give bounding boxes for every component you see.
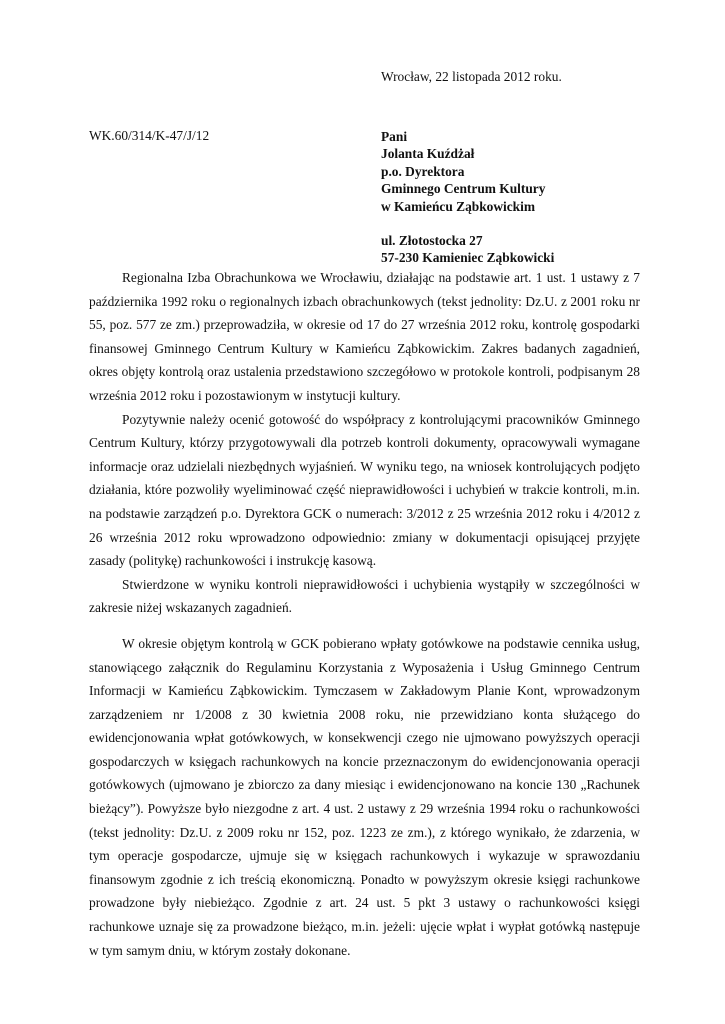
addressee-city: 57-230 Kamieniec Ząbkowicki <box>381 250 555 266</box>
body-paragraph: Pozytywnie należy ocenić gotowość do współpracy z kontrolującymi pracowników Gminnego Centrum Kultury, którzy przygotowywali dla potrzeb kontroli dokumenty, opracowywali wymagane informacje oraz udzielali niezbędnych wyjaśnień. W wyniku tego, na wniosek kontrolujących podjęto działania, które pozwoliły wyeliminować część nieprawidłowości i uchybień w trakcie kontroli, m.in. na podstawie zarządzeń p.o. Dyrektora GCK o numerach: 3/2012 z 25 września 2012 roku i 4/2012 z 26 września 2012 roku wprowadzono odpowiednio: zmiany w dokumentacji opisującej przyjęte zasady (politykę) rachunkowości i instrukcję kasową. <box>89 411 640 569</box>
addressee-name: Jolanta Kuźdżał <box>381 146 475 162</box>
addressee-salutation: Pani <box>381 129 408 144</box>
addressee-institution-line-1: Gminnego Centrum Kultury <box>381 181 546 197</box>
address-spacer <box>381 215 554 232</box>
addressee-institution-line-2: w Kamieńcu Ząbkowickim <box>381 198 536 214</box>
letter-date: Wrocław, 22 listopada 2012 roku. <box>381 69 562 84</box>
body-paragraph: Stwierdzone w wyniku kontroli nieprawidłowości i uchybienia wystąpiły w szczególności w zakresie niżej wskazanych zagadnień. <box>89 576 640 616</box>
letter-body <box>89 266 640 962</box>
addressee-street: ul. Złotostocka 27 <box>381 233 483 249</box>
reference-number: WK.60/314/K-47/J/12 <box>89 128 210 143</box>
addressee-block <box>381 128 554 267</box>
addressee-title: p.o. Dyrektora <box>381 163 465 179</box>
body-paragraph: Regionalna Izba Obrachunkowa we Wrocławiu, działając na podstawie art. 1 ust. 1 ustawy z 7 października 1992 roku o regionalnych izbach obrachunkowych (tekst jednolity: Dz.U. z 2001 roku nr 55, poz. 577 ze zm.) przeprowadziła, w okresie od 17 do 27 września 2012 roku, kontrolę gospodarki finansowej Gminnego Centrum Kultury w Kamieńcu Ząbkowickim. Zakres badanych zagadnień, okres objęty kontrolą oraz ustalenia przedstawiono szczegółowo w protokole kontroli, podpisanym 28 września 2012 roku i pozostawionym w instytucji kultury. <box>89 270 640 403</box>
body-paragraph: W okresie objętym kontrolą w GCK pobierano wpłaty gotówkowe na podstawie cennika usług, stanowiącego załącznik do Regulaminu Korzystania z Wyposażenia i Usług Gminnego Centrum Informacji w Kamieńcu Ząbkowickim. Tymczasem w Zakładowym Planie Kont, wprowadzonym zarządzeniem nr 1/2008 z 30 kwietnia 2008 roku, nie przewidziano konta służącego do ewidencjonowania wpłat gotówkowych, w konsekwencji czego nie ujmowano powyższych operacji gospodarczych w księgach rachunkowych na koncie przeznaczonym do ewidencjonowania operacji gotówkowych (ujmowano je zbiorczo za dany miesiąc i ewidencjonowano na koncie 130 „Rachunek bieżący”). Powyższe było niezgodne z art. 4 ust. 2 ustawy z 29 września 1994 roku o rachunkowości (tekst jednolity: Dz.U. z 2009 roku nr 152, poz. 1223 ze zm.), z którego wynikało, że zdarzenia, w tym operacje gospodarcze, ujmuje się w księgach rachunkowych i wykazuje w sprawozdaniu finansowym zgodnie z ich treścią ekonomiczną. Ponadto w powyższym okresie księgi rachunkowe prowadzone były niebieżąco. Zgodnie z art. 24 ust. 5 pkt 3 ustawy o rachunkowości księgi rachunkowe uznaje się za prowadzone bieżąco, m.in. jeżeli: ujęcie wpłat i wypłat gotówką następuje w tym samym dniu, w którym zostały dokonane. <box>89 635 640 958</box>
